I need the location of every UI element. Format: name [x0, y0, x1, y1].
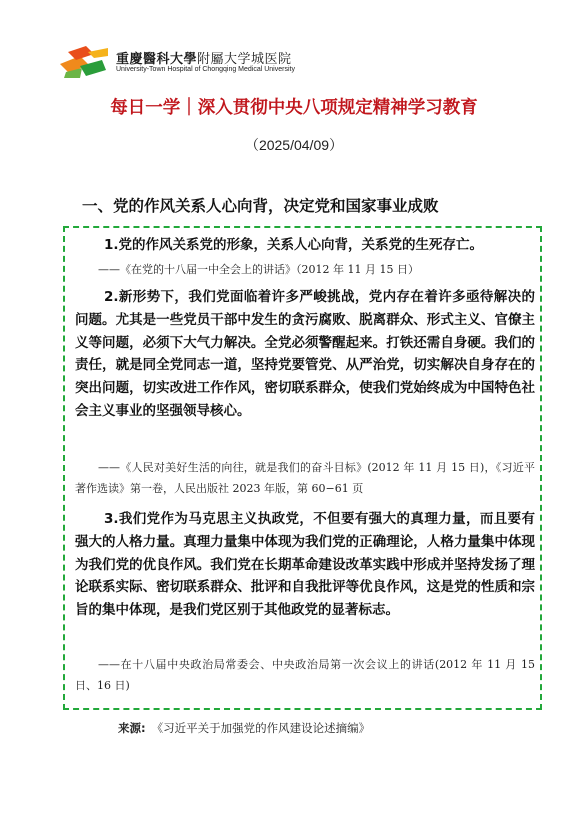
hospital-emblem-icon — [58, 42, 110, 80]
section-heading: 一、党的作风关系人心向背，决定党和国家事业成败 — [82, 197, 439, 215]
quote-3-source: ——在十八届中央政治局常委会、中央政治局第一次会议上的讲话(2012 年 11 月 15 日、16 日) — [75, 658, 535, 692]
logo-chinese-name — [116, 48, 292, 67]
quote-2-source: ——《人民对美好生活的向往，就是我们的奋斗目标》(2012 年 11 月 15 日)，《习近平著作选读》第一卷，人民出版社 2023 年版，第 60−61 页 — [75, 461, 535, 495]
quote-1-text: 1.党的作风关系党的形象，关系人心向背，关系党的生死存亡。 — [104, 237, 484, 253]
hospital-logo — [58, 42, 298, 82]
source-label: 来源: — [118, 721, 146, 735]
logo-cn-thin: 附屬大学城医院 — [197, 52, 292, 67]
quote-2-text: 2.新形势下，我们党面临着许多严峻挑战，党内存在着许多亟待解决的问题。尤其是一些党员干部中发生的贪污腐败、脱离群众、形式主义、官僚主义等问题，必须下大气力解决。全党必须警醒起来。打铁还需自身硬。我们的责任，就是同全党同志一道，坚持党要管党、从严治党，切实解决自身存在的突出问题，切实改进工作作风，密切联系群众，使我们党始终成为中国特色社会主义事业的坚强领导核心。 — [75, 289, 535, 419]
source-footer — [118, 720, 370, 736]
quote-1-source: ——《在党的十八届一中全会上的讲话》（2012 年 11 月 15 日） — [98, 263, 419, 276]
publish-date: （2025/04/09） — [244, 137, 344, 153]
page-title: 每日一学｜深入贯彻中央八项规定精神学习教育 — [110, 98, 478, 118]
source-value: 《习近平关于加强党的作风建设论述摘编》 — [151, 721, 371, 735]
logo-cn-bold: 重慶醫科大學 — [116, 52, 198, 67]
logo-english-name: University-Town Hospital of Chongqing Medical University — [116, 66, 295, 73]
quote-3-text: 3.我们党作为马克思主义执政党，不但要有强大的真理力量，而且要有强大的人格力量。真理力量集中体现为我们党的正确理论，人格力量集中体现为我们党的优良作风。我们党在长期革命建设改革实践中形成并坚持发扬了理论联系实际、密切联系群众、批评和自我批评等优良作风，这是党的性质和宗旨的集中体现，是我们党区别于其他政党的显著标志。 — [75, 511, 535, 619]
